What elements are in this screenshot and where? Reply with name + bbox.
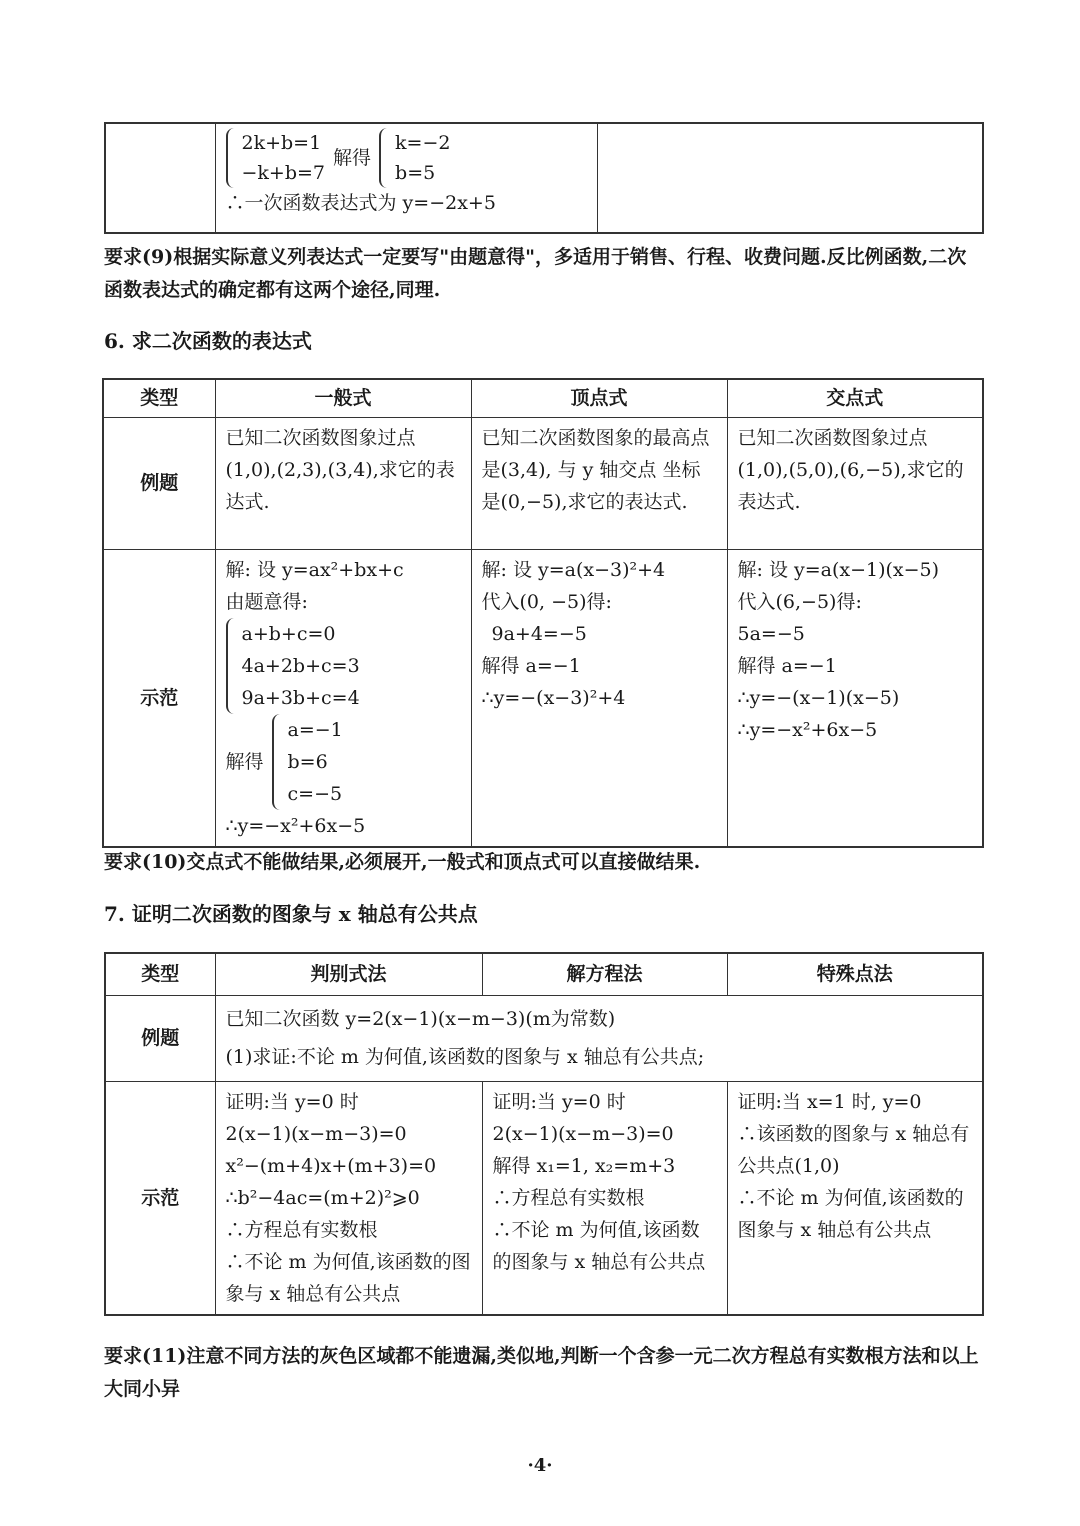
demo-general-line-1: 解: 设 y=ax²+bx+c bbox=[225, 558, 404, 581]
system-eq-1: 2k+b=1 bbox=[241, 132, 322, 154]
left-brace bbox=[226, 128, 238, 188]
note-9: 要求(9)根据实际意义列表达式一定要写"由题意得"，多适用于销售、行程、收费问题.反比例函数,二次函数表达式的确定都有这两个途径,同理. bbox=[104, 246, 967, 301]
intercept-line-2: 代入(6,−5)得: bbox=[737, 590, 862, 613]
vertex-line-4: 解得 a=−1 bbox=[481, 654, 581, 677]
disc-line-2: 2(x−1)(x−m−3)=0 bbox=[225, 1122, 407, 1145]
quadratic-expression-table bbox=[102, 378, 984, 848]
disc-line-1: 证明:当 y=0 时 bbox=[225, 1090, 359, 1113]
header-type: 类型 bbox=[105, 953, 215, 995]
section-6-title: 6. 求二次函数的表达式 bbox=[104, 329, 312, 353]
system-eq-2: −k+b=7 bbox=[241, 162, 326, 184]
eq-line-4: ∴方程总有实数根 bbox=[492, 1186, 645, 1209]
eq-line-1: 证明:当 y=0 时 bbox=[492, 1090, 626, 1113]
vertex-line-3: 9a+4=−5 bbox=[491, 622, 587, 645]
demo-general bbox=[215, 549, 471, 847]
example-statement bbox=[215, 995, 983, 1081]
eq-line-3: 解得 x₁=1, x₂=m+3 bbox=[492, 1154, 676, 1177]
demo-general-line-2: 由题意得: bbox=[225, 590, 308, 613]
vertex-line-2: 代入(0, −5)得: bbox=[481, 590, 612, 613]
general-system bbox=[226, 618, 461, 714]
vertex-line-5: ∴y=−(x−3)²+4 bbox=[481, 686, 626, 709]
general-eq-2: 4a+2b+c=3 bbox=[241, 654, 360, 677]
header-special-point: 特殊点法 bbox=[727, 953, 983, 995]
example-general: 已知二次函数图象过点(1,0),(2,3),(3,4),求它的表达式. bbox=[215, 417, 471, 549]
intercept-line-4: 解得 a=−1 bbox=[737, 654, 837, 677]
general-eq-1: a+b+c=0 bbox=[241, 622, 336, 645]
eq-line-2: 2(x−1)(x−m−3)=0 bbox=[492, 1122, 674, 1145]
general-sol-c: c=−5 bbox=[287, 782, 343, 805]
solve-word: 解得 bbox=[225, 750, 264, 773]
section-7-title: 7. 证明二次函数的图象与 x 轴总有公共点 bbox=[104, 902, 478, 926]
row-label-demo: 示范 bbox=[105, 1081, 215, 1315]
demo-vertex bbox=[471, 549, 727, 847]
header-discriminant: 判别式法 bbox=[215, 953, 482, 995]
top-table-solution-cell bbox=[215, 123, 597, 233]
disc-line-3: x²−(m+4)x+(m+3)=0 bbox=[225, 1154, 437, 1177]
linear-conclusion: ∴一次函数表达式为 y=−2x+5 bbox=[225, 192, 496, 214]
vertex-line-1: 解: 设 y=a(x−3)²+4 bbox=[481, 558, 666, 581]
page-number: ·4· bbox=[527, 1455, 553, 1476]
disc-line-5: ∴方程总有实数根 bbox=[225, 1218, 378, 1241]
linear-system bbox=[226, 128, 587, 188]
demo-equation bbox=[482, 1081, 727, 1315]
solve-word: 解得 bbox=[333, 147, 372, 169]
example-line-2: (1)求证:不论 m 为何值,该函数的图象与 x 轴总有公共点; bbox=[225, 1045, 705, 1068]
intersection-proof-table bbox=[104, 952, 984, 1316]
left-brace bbox=[272, 714, 284, 810]
special-line-2: ∴该函数的图象与 x 轴总有公共点(1,0) bbox=[737, 1122, 970, 1177]
solution-k: k=−2 bbox=[395, 132, 451, 154]
header-general-form: 一般式 bbox=[215, 379, 471, 417]
header-intercept-form: 交点式 bbox=[727, 379, 983, 417]
intercept-line-6: ∴y=−x²+6x−5 bbox=[737, 718, 878, 741]
intercept-line-3: 5a=−5 bbox=[737, 622, 805, 645]
header-vertex-form: 顶点式 bbox=[471, 379, 727, 417]
header-solve-equation: 解方程法 bbox=[482, 953, 727, 995]
note-10: 要求(10)交点式不能做结果,必须展开,一般式和顶点式可以直接做结果. bbox=[104, 851, 701, 873]
general-result: ∴y=−x²+6x−5 bbox=[225, 814, 366, 837]
example-vertex: 已知二次函数图象的最高点是(3,4), 与 y 轴交点 坐标是(0,−5),求它的表达式. bbox=[471, 417, 727, 549]
general-sol-a: a=−1 bbox=[287, 718, 343, 741]
example-intercept: 已知二次函数图象过点(1,0),(5,0),(6,−5),求它的表达式. bbox=[727, 417, 983, 549]
row-label-demo: 示范 bbox=[103, 549, 215, 847]
demo-intercept bbox=[727, 549, 983, 847]
special-line-3: ∴不论 m 为何值,该函数的图象与 x 轴总有公共点 bbox=[737, 1186, 964, 1241]
header-type: 类型 bbox=[103, 379, 215, 417]
left-brace bbox=[226, 618, 238, 714]
top-table-empty-left bbox=[105, 123, 215, 233]
top-table bbox=[104, 122, 984, 234]
demo-special bbox=[727, 1081, 983, 1315]
disc-line-6: ∴不论 m 为何值,该函数的图象与 x 轴总有公共点 bbox=[225, 1250, 471, 1305]
general-sol-b: b=6 bbox=[287, 750, 328, 773]
intercept-line-5: ∴y=−(x−1)(x−5) bbox=[737, 686, 900, 709]
top-table-empty-right bbox=[597, 123, 983, 233]
solution-b: b=5 bbox=[395, 162, 436, 184]
row-label-example: 例题 bbox=[103, 417, 215, 549]
example-line-1: 已知二次函数 y=2(x−1)(x−m−3)(m为常数) bbox=[225, 1007, 616, 1030]
left-brace bbox=[379, 128, 391, 188]
general-solution bbox=[226, 714, 461, 810]
general-eq-3: 9a+3b+c=4 bbox=[241, 686, 360, 709]
special-line-1: 证明:当 x=1 时, y=0 bbox=[737, 1090, 922, 1113]
eq-line-5: ∴不论 m 为何值,该函数的图象与 x 轴总有公共点 bbox=[492, 1218, 706, 1273]
disc-line-4: ∴b²−4ac=(m+2)²⩾0 bbox=[225, 1186, 420, 1209]
demo-discriminant bbox=[215, 1081, 482, 1315]
note-11: 要求(11)注意不同方法的灰色区域都不能遗漏,类似地,判断一个含参一元二次方程总有实数根方法和以上大同小异 bbox=[104, 1345, 979, 1400]
row-label-example: 例题 bbox=[105, 995, 215, 1081]
intercept-line-1: 解: 设 y=a(x−1)(x−5) bbox=[737, 558, 940, 581]
